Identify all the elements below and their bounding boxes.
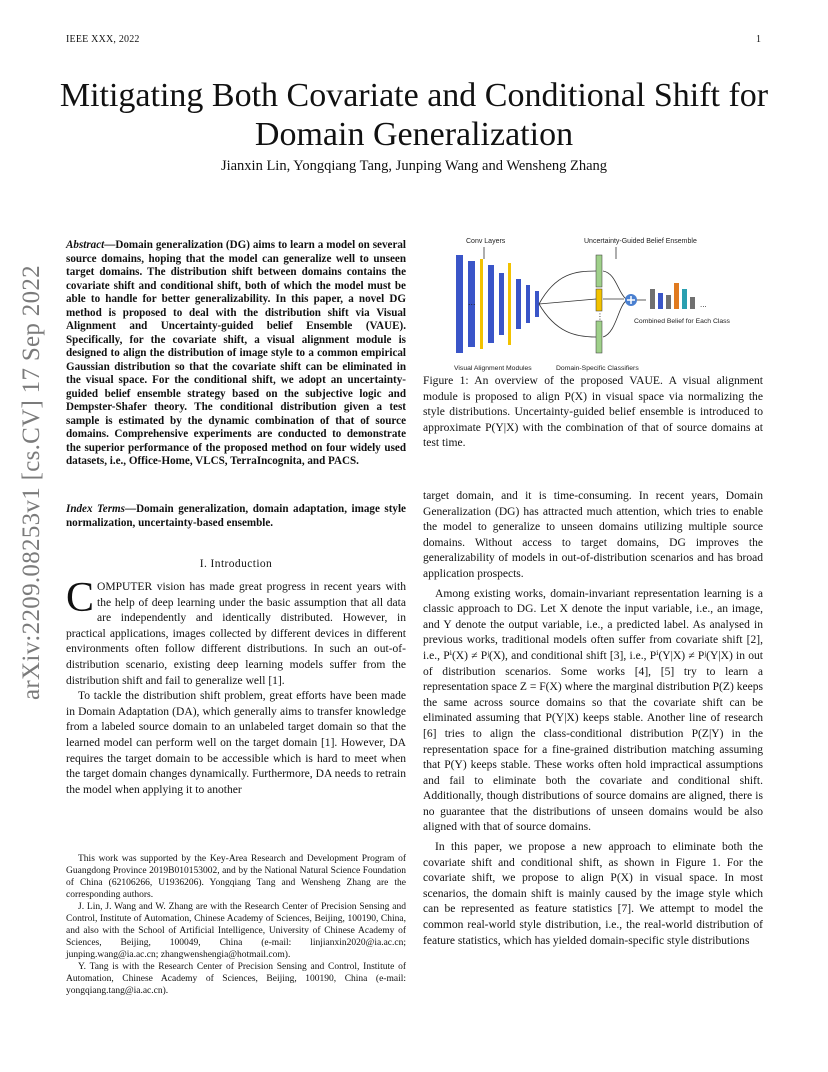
abstract bbox=[66, 239, 406, 469]
intro-paragraph-1 bbox=[66, 575, 406, 689]
label-conv-layers: Conv Layers bbox=[466, 238, 506, 245]
footnote-funding: This work was supported by the Key-Area Research and Development Program of Guangdong Province 2019B010153002, and by the National Natural Science Foundation of China (62106266, U1936206). Yongqiang Tang and Wensheng Zhang are the corresponding authors. bbox=[66, 854, 406, 900]
section-heading: I. Introduction bbox=[199, 558, 273, 570]
footnotes bbox=[66, 853, 406, 997]
label-domain-classifiers: Domain-Specific Classifiers bbox=[556, 365, 639, 372]
intro-paragraph-1-text: OMPUTER vision has made great progress in recent years with the help of deep learning under the basic assumption that all data are independently and identically distributed. However, in practical applications, images collected by different devices in different environments often follow different distributions. In such an out-of-distribution scenario, existing deep learning models suffer from the distribution shift and fail to generalize well [1]. bbox=[66, 581, 406, 687]
bars-ellipsis: ... bbox=[700, 300, 707, 309]
domain-classifiers bbox=[596, 255, 602, 353]
branch-lines bbox=[539, 271, 596, 337]
combine-plus-icon bbox=[625, 294, 637, 306]
arxiv-stamp: arXiv:2209.08253v1 [cs.CV] 17 Sep 2022 bbox=[18, 265, 45, 700]
figure-1-caption: Figure 1: An overview of the proposed VAUE. A visual alignment module is proposed to align P(X) in visual space via normalizing the style distributions. Uncertainty-guided belief ensemble is introduced to approximate P(Y|X) with the combination of that of source domains at test time. bbox=[423, 374, 763, 450]
right-column-body bbox=[423, 489, 763, 949]
abstract-text: —Domain generalization (DG) aims to learn a model on several source domains, hoping that the model can generalize well to unseen target domains. The distribution shift between domains contains the covariate shift and conditional shift, both of which the model must be able to handle for better generalizability. In this paper, a novel DG method is proposed to deal with the distribution shift via Visual Alignment and Uncertainty-guided belief Ensemble (VAUE). Specifically, for the covariate shift, a visual alignment module is designed to align the distribution of image style to a common empirical Gaussian distribution so that the covariate shift can be eliminated in the visual space. For the conditional shift, we adopt an uncertainty-guided belief ensemble strategy based on the subjective logic and Dempster-Shafer theory. The conditional distribution given a test sample is estimated by the dynamic combination of that of source domains. Comprehensive experiments are conducted to demonstrate the superior performance of the proposed method on four widely used datasets, i.e., Office-Home, VLCS, TerraIncognita, and PACS. bbox=[66, 239, 406, 467]
index-terms bbox=[66, 503, 406, 530]
label-visual-alignment: Visual Alignment Modules bbox=[454, 365, 532, 372]
merge-lines bbox=[603, 271, 626, 337]
drop-cap: C bbox=[66, 575, 95, 621]
author-list: Jianxin Lin, Yongqiang Tang, Junping Wang and Wensheng Zhang bbox=[220, 158, 608, 174]
right-paragraph-3: In this paper, we propose a new approach to eliminate both the covariate shift and conditional shift, as shown in Figure 1. For the covariate shift, we propose to align P(X) in visual space. In most scenarios, the domain shift is mainly caused by the image style which can be represented as feature statistics [7]. We attempt to model the common real-world style distribution, i.e., the real-world distribution of feature statistics, which has yielded domain-specific style distributions bbox=[423, 841, 763, 947]
combined-belief-bars bbox=[650, 283, 695, 309]
right-paragraph-1: target domain, and it is time-consuming. In recent years, Domain Generalization (DG) has attracted much attention, which tries to enable the model to generalize to unseen domains utilizing multiple source domains. Without access to target domains, DG improves the generalizability of models in out-of-distribution scenarios and has broad application prospects. bbox=[423, 490, 763, 580]
figure-1-diagram bbox=[446, 233, 746, 373]
intro-text bbox=[66, 575, 406, 798]
index-terms-lead: Index Terms bbox=[66, 503, 125, 515]
paper-title: Mitigating Both Covariate and Conditional Shift for Domain Generalization bbox=[59, 77, 769, 153]
abstract-lead: Abstract bbox=[66, 239, 105, 251]
right-paragraph-2: Among existing works, domain-invariant representation learning is a classic approach to DG. Let X denote the input variable, i.e., an image, and Y denote the output variable, i.e., a predicted label. As analysed in previous works, traditional models often suffer from covariate shift [2], i.e., Pⁱ(X) ≠ Pʲ(X), and conditional shift [3], i.e., Pⁱ(Y|X) ≠ Pʲ(Y|X) in out of distribution scenarios. Some works [4], [5] try to learn a representation space Z = F(X) where the marginal distribution P(Z) keeps the same across source domains so that the covariate shift can be eliminated assuming that P(Y|X) keeps stable. Another line of research [6] tries to align the class-conditional distribution P(Z|Y) in the representation space for a fine-grained distribution matching assuming that P(Y) keeps stable. These works often hold impractical assumptions and fail to eliminate both the covariate and conditional shift. Additionally, though distributions of source domains are aligned, there is no guarantee that the distributions of unseen domains would be also aligned with that of source domains. bbox=[423, 587, 763, 834]
running-header: IEEE XXX, 2022 bbox=[66, 34, 140, 45]
label-belief-ensemble: Uncertainty-Guided Belief Ensemble bbox=[584, 238, 697, 245]
classifier-ellipsis: ⋮ bbox=[596, 312, 604, 321]
intro-paragraph-2: To tackle the distribution shift problem, great efforts have been made in Domain Adaptation (DA), which generally aims to transfer knowledge from a labeled source domain to an unlabeled target domain so that the learned model can perform well on the target domain [1]. However, DA requires the target domain to be accessible which is hard to meet when the target domain changes dynamically. Furthermore, DA needs to retrain the model when applying it to another bbox=[66, 690, 406, 796]
footnote-affiliation-2: Y. Tang is with the Research Center of Precision Sensing and Control, Institute of Automation, Chinese Academy of Sciences, Beijing, 100190, China (e-mail: yongqiang.tang@ia.ac.cn). bbox=[66, 962, 406, 996]
footnote-affiliation-1: J. Lin, J. Wang and W. Zhang are with the Research Center of Precision Sensing and Control, Institute of Automation, Chinese Academy of Sciences, Beijing, 100190, China, and also with the School of Artificial Intelligence, University of Chinese Academy of Sciences, Beijing, 100049, China (e-mail: linjianxin2020@ia.ac.cn; junping.wang@ia.ac.cn; zhangwenshengia@hotmail.com). bbox=[66, 902, 406, 960]
index-terms-text: —Domain generalization, domain adaptation, image style normalization, uncertainty-based ensemble. bbox=[66, 503, 406, 529]
label-combined-belief: Combined Belief for Each Class bbox=[634, 318, 730, 325]
page-number: 1 bbox=[756, 34, 761, 45]
conv-ellipsis: ... bbox=[468, 297, 476, 307]
